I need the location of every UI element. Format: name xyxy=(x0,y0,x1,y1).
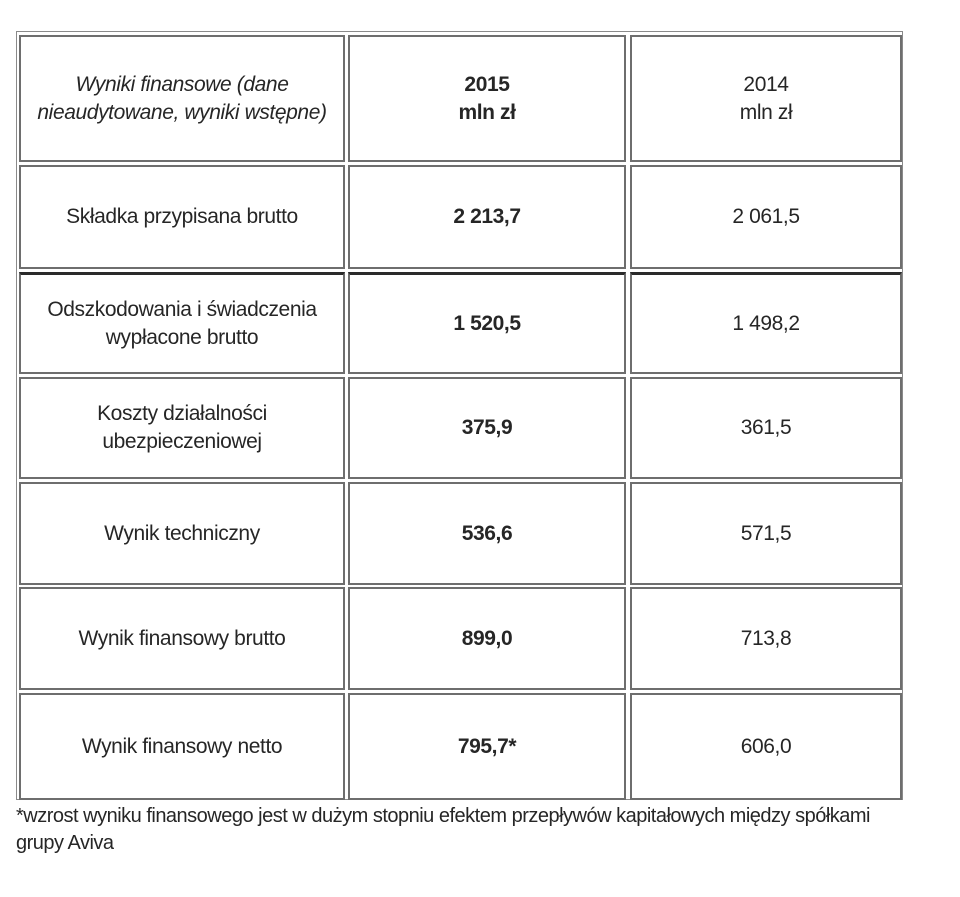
footnote-line1: *wzrost wyniku finansowego jest w dużym stopniu efektem przepływów kapitałowych między spółkami xyxy=(16,805,870,827)
row-value-2014: 361,5 xyxy=(630,377,902,479)
financial-results-table xyxy=(16,31,903,800)
footnote-line2: grupy Aviva xyxy=(16,832,114,854)
row-value-2014: 713,8 xyxy=(630,587,902,690)
row-label-gross-written-premium: Składka przypisana brutto xyxy=(19,165,345,269)
row-value-2014: 1 498,2 xyxy=(630,272,902,374)
row-value-2014: 606,0 xyxy=(630,693,902,800)
row-value-2014: 571,5 xyxy=(630,482,902,585)
row-label-insurance-costs: Koszty działalności ubezpieczeniowej xyxy=(19,377,345,479)
header-2014-unit: mln zł xyxy=(739,100,793,124)
header-2014-year: 2014 xyxy=(743,72,789,96)
row-label-technical-result: Wynik techniczny xyxy=(19,482,345,585)
row-value-2015: 1 520,5 xyxy=(348,272,626,374)
row-value-2015: 536,6 xyxy=(348,482,626,585)
row-label-gross-result: Wynik finansowy brutto xyxy=(19,587,345,690)
header-label-cell xyxy=(19,35,345,162)
row-label-line2: wypłacone brutto xyxy=(105,325,259,349)
row-value-2015: 375,9 xyxy=(348,377,626,479)
header-label-line1: Wyniki finansowe (dane xyxy=(75,72,289,96)
row-value-2015: 2 213,7 xyxy=(348,165,626,269)
header-2014-cell xyxy=(630,35,902,162)
header-2015-cell xyxy=(348,35,626,162)
row-value-2015: 899,0 xyxy=(348,587,626,690)
row-label-net-result: Wynik finansowy netto xyxy=(19,693,345,800)
row-label-claims-paid xyxy=(19,272,345,374)
header-2015-year: 2015 xyxy=(464,72,510,96)
row-value-2015: 795,7* xyxy=(348,693,626,800)
row-value-2014: 2 061,5 xyxy=(630,165,902,269)
header-2015-unit: mln zł xyxy=(458,100,516,124)
footnote xyxy=(16,803,916,857)
row-label-line1: Odszkodowania i świadczenia xyxy=(47,297,317,321)
header-label-line2: nieaudytowane, wyniki wstępne) xyxy=(37,100,327,124)
